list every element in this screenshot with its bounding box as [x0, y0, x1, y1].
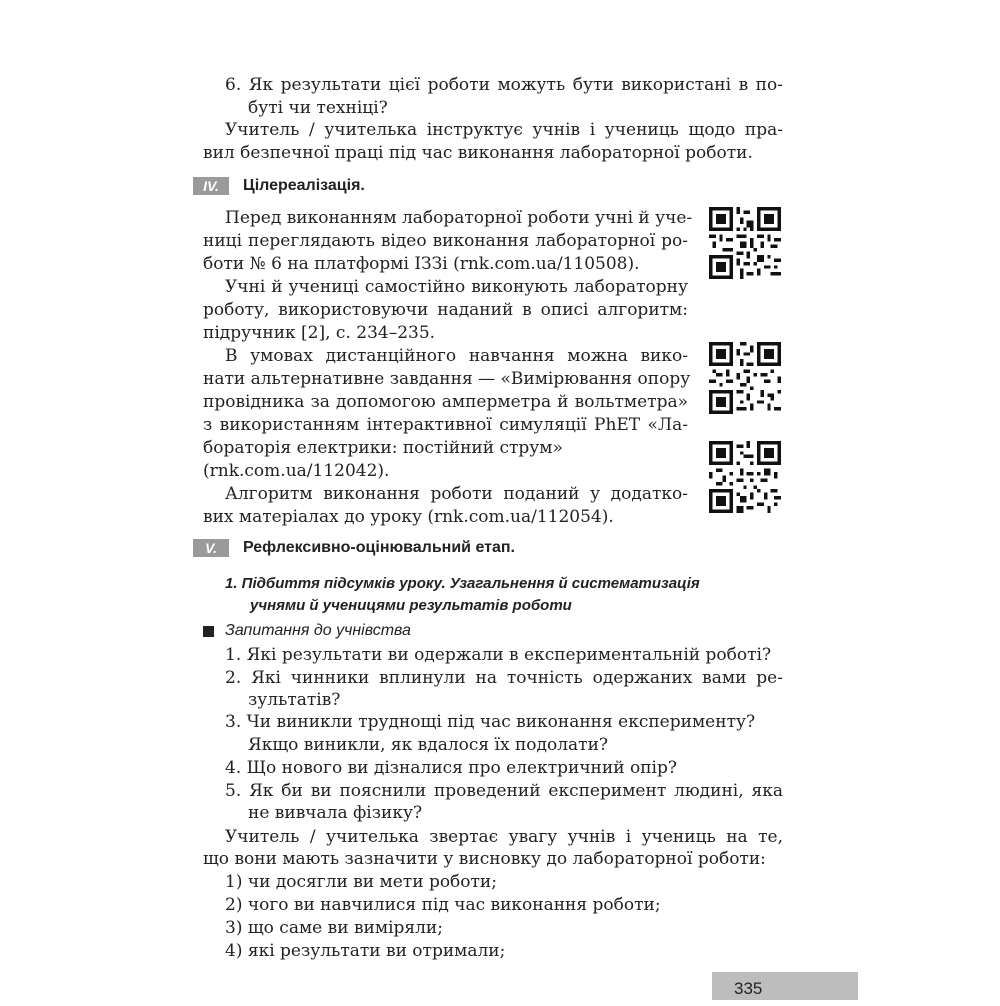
question-item: 3. Чи виникли труднощі під час виконання експерименту? [225, 712, 756, 732]
subsection-1-title-line-1: 1. Підбиття підсумків уроку. Узагальнення й систематизація [225, 575, 700, 592]
section-4-line: бораторія електрики: постійний струм» [203, 438, 563, 458]
section-4-line: ниці переглядають відео виконання лабораторної ро- [203, 231, 688, 251]
question-item: 5. Як би ви пояснили проведений експеримент людині, яка [225, 781, 783, 801]
closing-note-line-2: що вони мають зазначити у висновку до лабораторної роботи: [203, 849, 766, 869]
section-4-numeral: IV. [193, 177, 229, 195]
section-4-line: нати альтернативне завдання — «Вимірювання опору [203, 369, 691, 389]
section-5-numeral: V. [193, 539, 229, 557]
section-4-line: (rnk.com.ua/112042). [203, 461, 390, 481]
question-6-line-2: буті чи техніці? [248, 98, 388, 118]
section-4-line: з використанням інтерактивної симуляції PhET «Ла- [203, 415, 688, 435]
question-item: не вивчала фізику? [248, 803, 423, 823]
conclusion-item: 1) чи досягли ви мети роботи; [225, 872, 497, 892]
closing-note-line-1: Учитель / учителька звертає увагу учнів і учениць на те, [225, 827, 783, 847]
teacher-note-line-2: вил безпечної праці під час виконання лабораторної роботи. [203, 143, 753, 163]
section-4-line: провідника за допомогою амперметра й вольтметра» [203, 392, 688, 412]
question-item: 2. Які чинники вплинули на точність одержаних вами ре- [225, 668, 783, 688]
qr-code-icon [709, 441, 781, 513]
question-6-line-1: 6. Як результати цієї роботи можуть бути використані в по- [225, 75, 783, 95]
subsection-1-title-line-2: учнями й ученицями результатів роботи [250, 597, 572, 614]
section-4-heading [193, 176, 365, 196]
question-item: 4. Що нового ви дізналися про електричний опір? [225, 758, 677, 778]
question-item: Якщо виникли, як вдалося їх подолати? [248, 735, 609, 755]
qr-code-icon [709, 207, 781, 279]
conclusion-item: 3) що саме ви виміряли; [225, 918, 443, 938]
questions-title: Запитання до учнівства [225, 622, 411, 639]
conclusion-item: 2) чого ви навчилися під час виконання роботи; [225, 895, 661, 915]
section-4-line: роботу, використовуючи наданий в описі алгоритм: [203, 300, 688, 320]
section-4-line: Учні й учениці самостійно виконують лабораторну [225, 277, 688, 297]
section-4-title: Цілереалізація. [243, 177, 365, 194]
teacher-note-line-1: Учитель / учителька інструктує учнів і учениць щодо пра- [225, 120, 783, 140]
question-item: зультатів? [248, 690, 341, 710]
questions-heading [203, 620, 411, 642]
section-4-line: В умовах дистанційного навчання можна вико- [225, 346, 688, 366]
section-4-line: боти № 6 на платформі ІЗЗі (rnk.com.ua/110508). [203, 254, 640, 274]
section-4-line: підручник [2], с. 234–235. [203, 323, 436, 343]
section-5-title: Рефлексивно-оцінювальний етап. [243, 539, 515, 556]
question-item: 1. Які результати ви одержали в експериментальній роботі? [225, 645, 772, 665]
section-4-line: вих матеріалах до уроку (rnk.com.ua/112054). [203, 507, 614, 527]
square-bullet-icon [203, 626, 214, 637]
conclusion-item: 4) які результати ви отримали; [225, 941, 506, 961]
section-4-line: Перед виконанням лабораторної роботи учні й уче- [225, 208, 693, 228]
page-number: 335 [712, 972, 858, 1000]
section-4-line: Алгоритм виконання роботи поданий у додатко- [225, 484, 688, 504]
qr-code-icon [709, 342, 781, 414]
section-5-heading [193, 538, 515, 558]
